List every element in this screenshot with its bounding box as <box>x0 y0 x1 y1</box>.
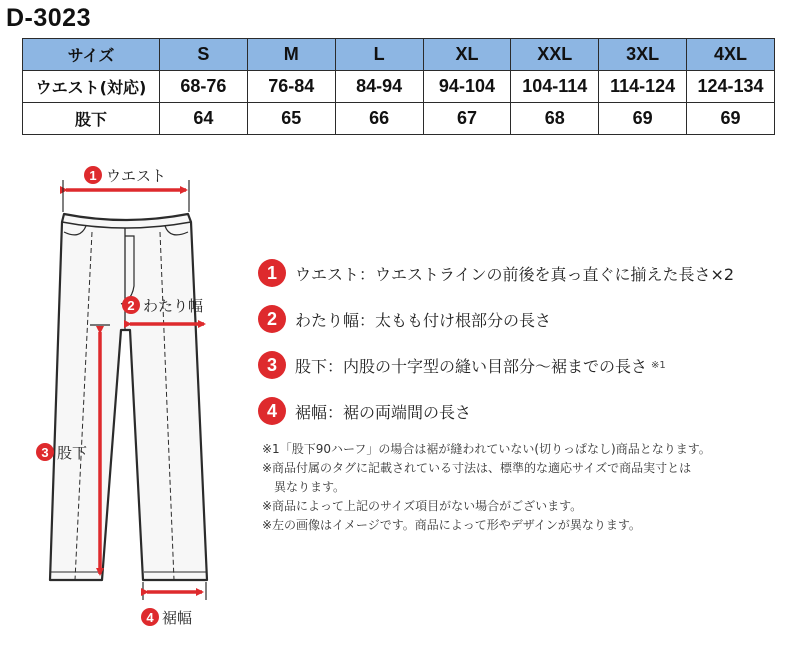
table-cell: 69 <box>687 103 775 135</box>
badge-3-num: 3 <box>41 445 49 460</box>
legend-item-thigh <box>258 304 551 334</box>
hem-measure <box>141 582 206 627</box>
table-cell: 69 <box>599 103 687 135</box>
size-table-header-row <box>23 39 775 71</box>
pants-diagram <box>0 150 250 647</box>
header-cell: M <box>247 39 335 71</box>
table-cell: 114-124 <box>599 71 687 103</box>
table-row-waist <box>23 71 775 103</box>
badge-1-num: 1 <box>89 168 97 183</box>
header-cell: 4XL <box>687 39 775 71</box>
footnote: ※1「股下90ハーフ」の場合は裾が縫われていない(切りっぱなし)商品となります。 <box>262 442 711 456</box>
legend-badge: 3 <box>258 351 286 379</box>
table-cell: 67 <box>423 103 511 135</box>
table-cell: 65 <box>247 103 335 135</box>
header-cell: S <box>160 39 248 71</box>
header-cell: XL <box>423 39 511 71</box>
legend-badge: 1 <box>258 259 286 287</box>
header-cell: サイズ <box>23 39 160 71</box>
waist-measure <box>63 166 189 212</box>
product-code: D-3023 <box>6 4 91 32</box>
footnote: ※商品付属のタグに記載されている寸法は、標準的な適応サイズで商品実寸とは <box>262 461 692 475</box>
table-cell: 68 <box>511 103 599 135</box>
footnote: ※左の画像はイメージです。商品によって形やデザインが異なります。 <box>262 518 641 532</box>
badge-2-num: 2 <box>127 298 135 313</box>
footnotes <box>262 440 762 535</box>
legend-text: 裾幅：裾の両端間の長さ <box>295 402 472 422</box>
footnote-continuation: 異なります。 <box>274 480 346 494</box>
badge-4-num: 4 <box>146 610 154 625</box>
table-cell: 68-76 <box>160 71 248 103</box>
table-row-inseam <box>23 103 775 135</box>
waist-label: ウエスト <box>106 167 167 185</box>
hem-label: 裾幅 <box>162 609 193 627</box>
table-cell: 84-94 <box>335 71 423 103</box>
footnote: ※商品によって上記のサイズ項目がない場合がございます。 <box>262 499 583 513</box>
inseam-label: 股下 <box>57 444 88 462</box>
row-label: ウエスト(対応) <box>23 71 160 103</box>
legend-text: わたり幅：太もも付け根部分の長さ <box>295 310 552 330</box>
pants-outline <box>50 214 207 580</box>
legend-text: ウエスト：ウエストラインの前後を真っ直ぐに揃えた長さ×2 <box>295 264 735 284</box>
table-cell: 104-114 <box>511 71 599 103</box>
table-cell: 66 <box>335 103 423 135</box>
header-cell: L <box>335 39 423 71</box>
table-cell: 94-104 <box>423 71 511 103</box>
legend-footnote-ref: ※1 <box>651 359 666 371</box>
size-table <box>22 38 775 135</box>
legend-item-waist <box>258 258 734 288</box>
legend-badge: 2 <box>258 305 286 333</box>
header-cell: 3XL <box>599 39 687 71</box>
header-cell: XXL <box>511 39 599 71</box>
row-label: 股下 <box>23 103 160 135</box>
table-cell: 64 <box>160 103 248 135</box>
table-cell: 76-84 <box>247 71 335 103</box>
legend-item-inseam <box>258 350 666 380</box>
legend-badge: 4 <box>258 397 286 425</box>
table-cell: 124-134 <box>687 71 775 103</box>
legend-item-hem <box>258 396 471 426</box>
thigh-label: わたり幅 <box>143 297 204 315</box>
legend-text: 股下：内股の十字型の縫い目部分～裾までの長さ <box>295 356 648 376</box>
